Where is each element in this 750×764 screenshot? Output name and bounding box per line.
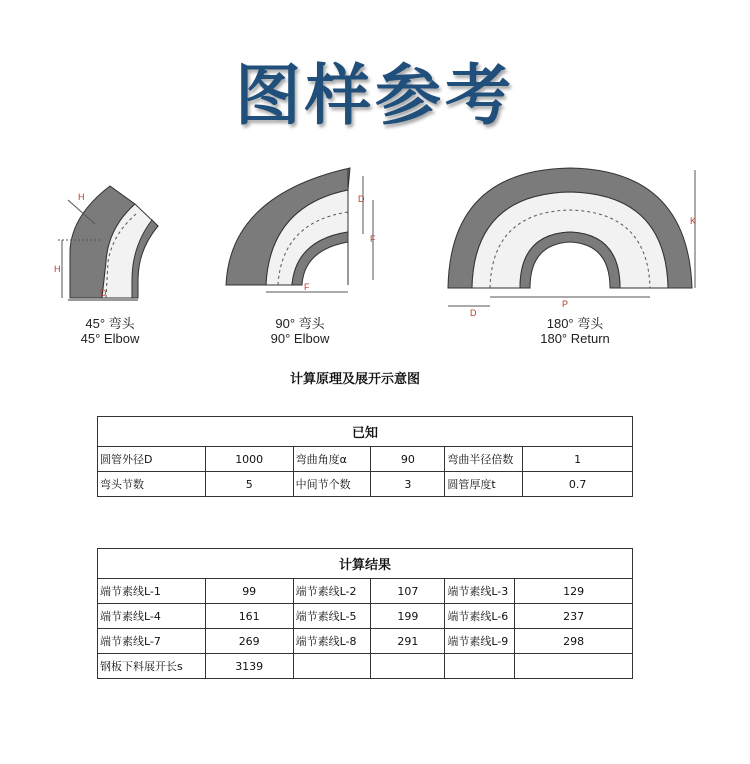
results-table — [97, 548, 633, 679]
result-value: 161 — [205, 604, 293, 629]
result-value: 298 — [515, 629, 633, 654]
known-value: 3 — [371, 472, 445, 497]
elbow-45-caption — [55, 316, 165, 346]
return-180-drawing — [440, 160, 710, 320]
known-label: 中间节个数 — [293, 472, 371, 497]
result-value: 99 — [205, 579, 293, 604]
result-value: 3139 — [205, 654, 293, 679]
elbow-90-dim-f-vertical: F — [370, 234, 376, 244]
table-row — [98, 629, 633, 654]
result-label: 钢板下料展开长s — [98, 654, 206, 679]
known-value: 1 — [523, 447, 633, 472]
return-180-dim-p: P — [562, 299, 569, 309]
known-table — [97, 416, 633, 497]
known-header: 已知 — [98, 417, 633, 447]
known-label: 弯曲角度α — [293, 447, 371, 472]
return-180-dim-d: D — [470, 308, 477, 318]
known-label: 弯头节数 — [98, 472, 206, 497]
known-label: 圆管外径D — [98, 447, 206, 472]
result-value: 129 — [515, 579, 633, 604]
result-label: 端节素线L-2 — [293, 579, 371, 604]
result-value: 237 — [515, 604, 633, 629]
result-label: 端节素线L-9 — [445, 629, 515, 654]
elbow-90-drawing — [218, 160, 398, 310]
result-label: 端节素线L-5 — [293, 604, 371, 629]
elbow-90-caption — [245, 316, 355, 346]
page-title: 图样参考 — [235, 57, 515, 134]
result-label: 端节素线L-8 — [293, 629, 371, 654]
elbow-90-dim-f-horizontal: F — [304, 282, 310, 292]
table-row — [98, 579, 633, 604]
table-row — [98, 654, 633, 679]
results-header: 计算结果 — [98, 549, 633, 579]
result-label: 端节素线L-7 — [98, 629, 206, 654]
known-label: 圆管厚度t — [445, 472, 523, 497]
table-row — [98, 472, 633, 497]
known-value: 0.7 — [523, 472, 633, 497]
return-180-caption — [520, 316, 630, 346]
known-label: 弯曲半径倍数 — [445, 447, 523, 472]
empty-cell — [515, 654, 633, 679]
known-value: 1000 — [205, 447, 293, 472]
diagram-subtitle: 计算原理及展开示意图 — [289, 372, 420, 387]
table-row — [98, 604, 633, 629]
known-value: 90 — [371, 447, 445, 472]
result-value: 269 — [205, 629, 293, 654]
elbow-45-dim-h2: H — [54, 264, 61, 274]
empty-cell — [293, 654, 371, 679]
elbow-45-drawing — [40, 180, 170, 310]
result-value: 199 — [371, 604, 445, 629]
return-180-caption-name: 180° Return — [540, 331, 610, 346]
result-label: 端节素线L-3 — [445, 579, 515, 604]
elbow-45-dim-h1: H — [78, 192, 85, 202]
empty-cell — [371, 654, 445, 679]
table-row — [98, 447, 633, 472]
result-label: 端节素线L-6 — [445, 604, 515, 629]
return-180-dim-k: K — [690, 216, 697, 226]
elbow-45-caption-angle: 45° 弯头 — [85, 316, 135, 331]
elbow-90-caption-angle: 90° 弯头 — [275, 316, 325, 331]
elbow-90-dim-d: D — [358, 194, 365, 204]
result-value: 107 — [371, 579, 445, 604]
result-label: 端节素线L-1 — [98, 579, 206, 604]
known-value: 5 — [205, 472, 293, 497]
elbow-45-caption-name: 45° Elbow — [80, 331, 140, 346]
elbow-90-caption-name: 90° Elbow — [270, 331, 330, 346]
result-label: 端节素线L-4 — [98, 604, 206, 629]
result-value: 291 — [371, 629, 445, 654]
empty-cell — [445, 654, 515, 679]
return-180-caption-angle: 180° 弯头 — [546, 316, 604, 331]
elbow-45-dim-d: D — [100, 288, 107, 298]
